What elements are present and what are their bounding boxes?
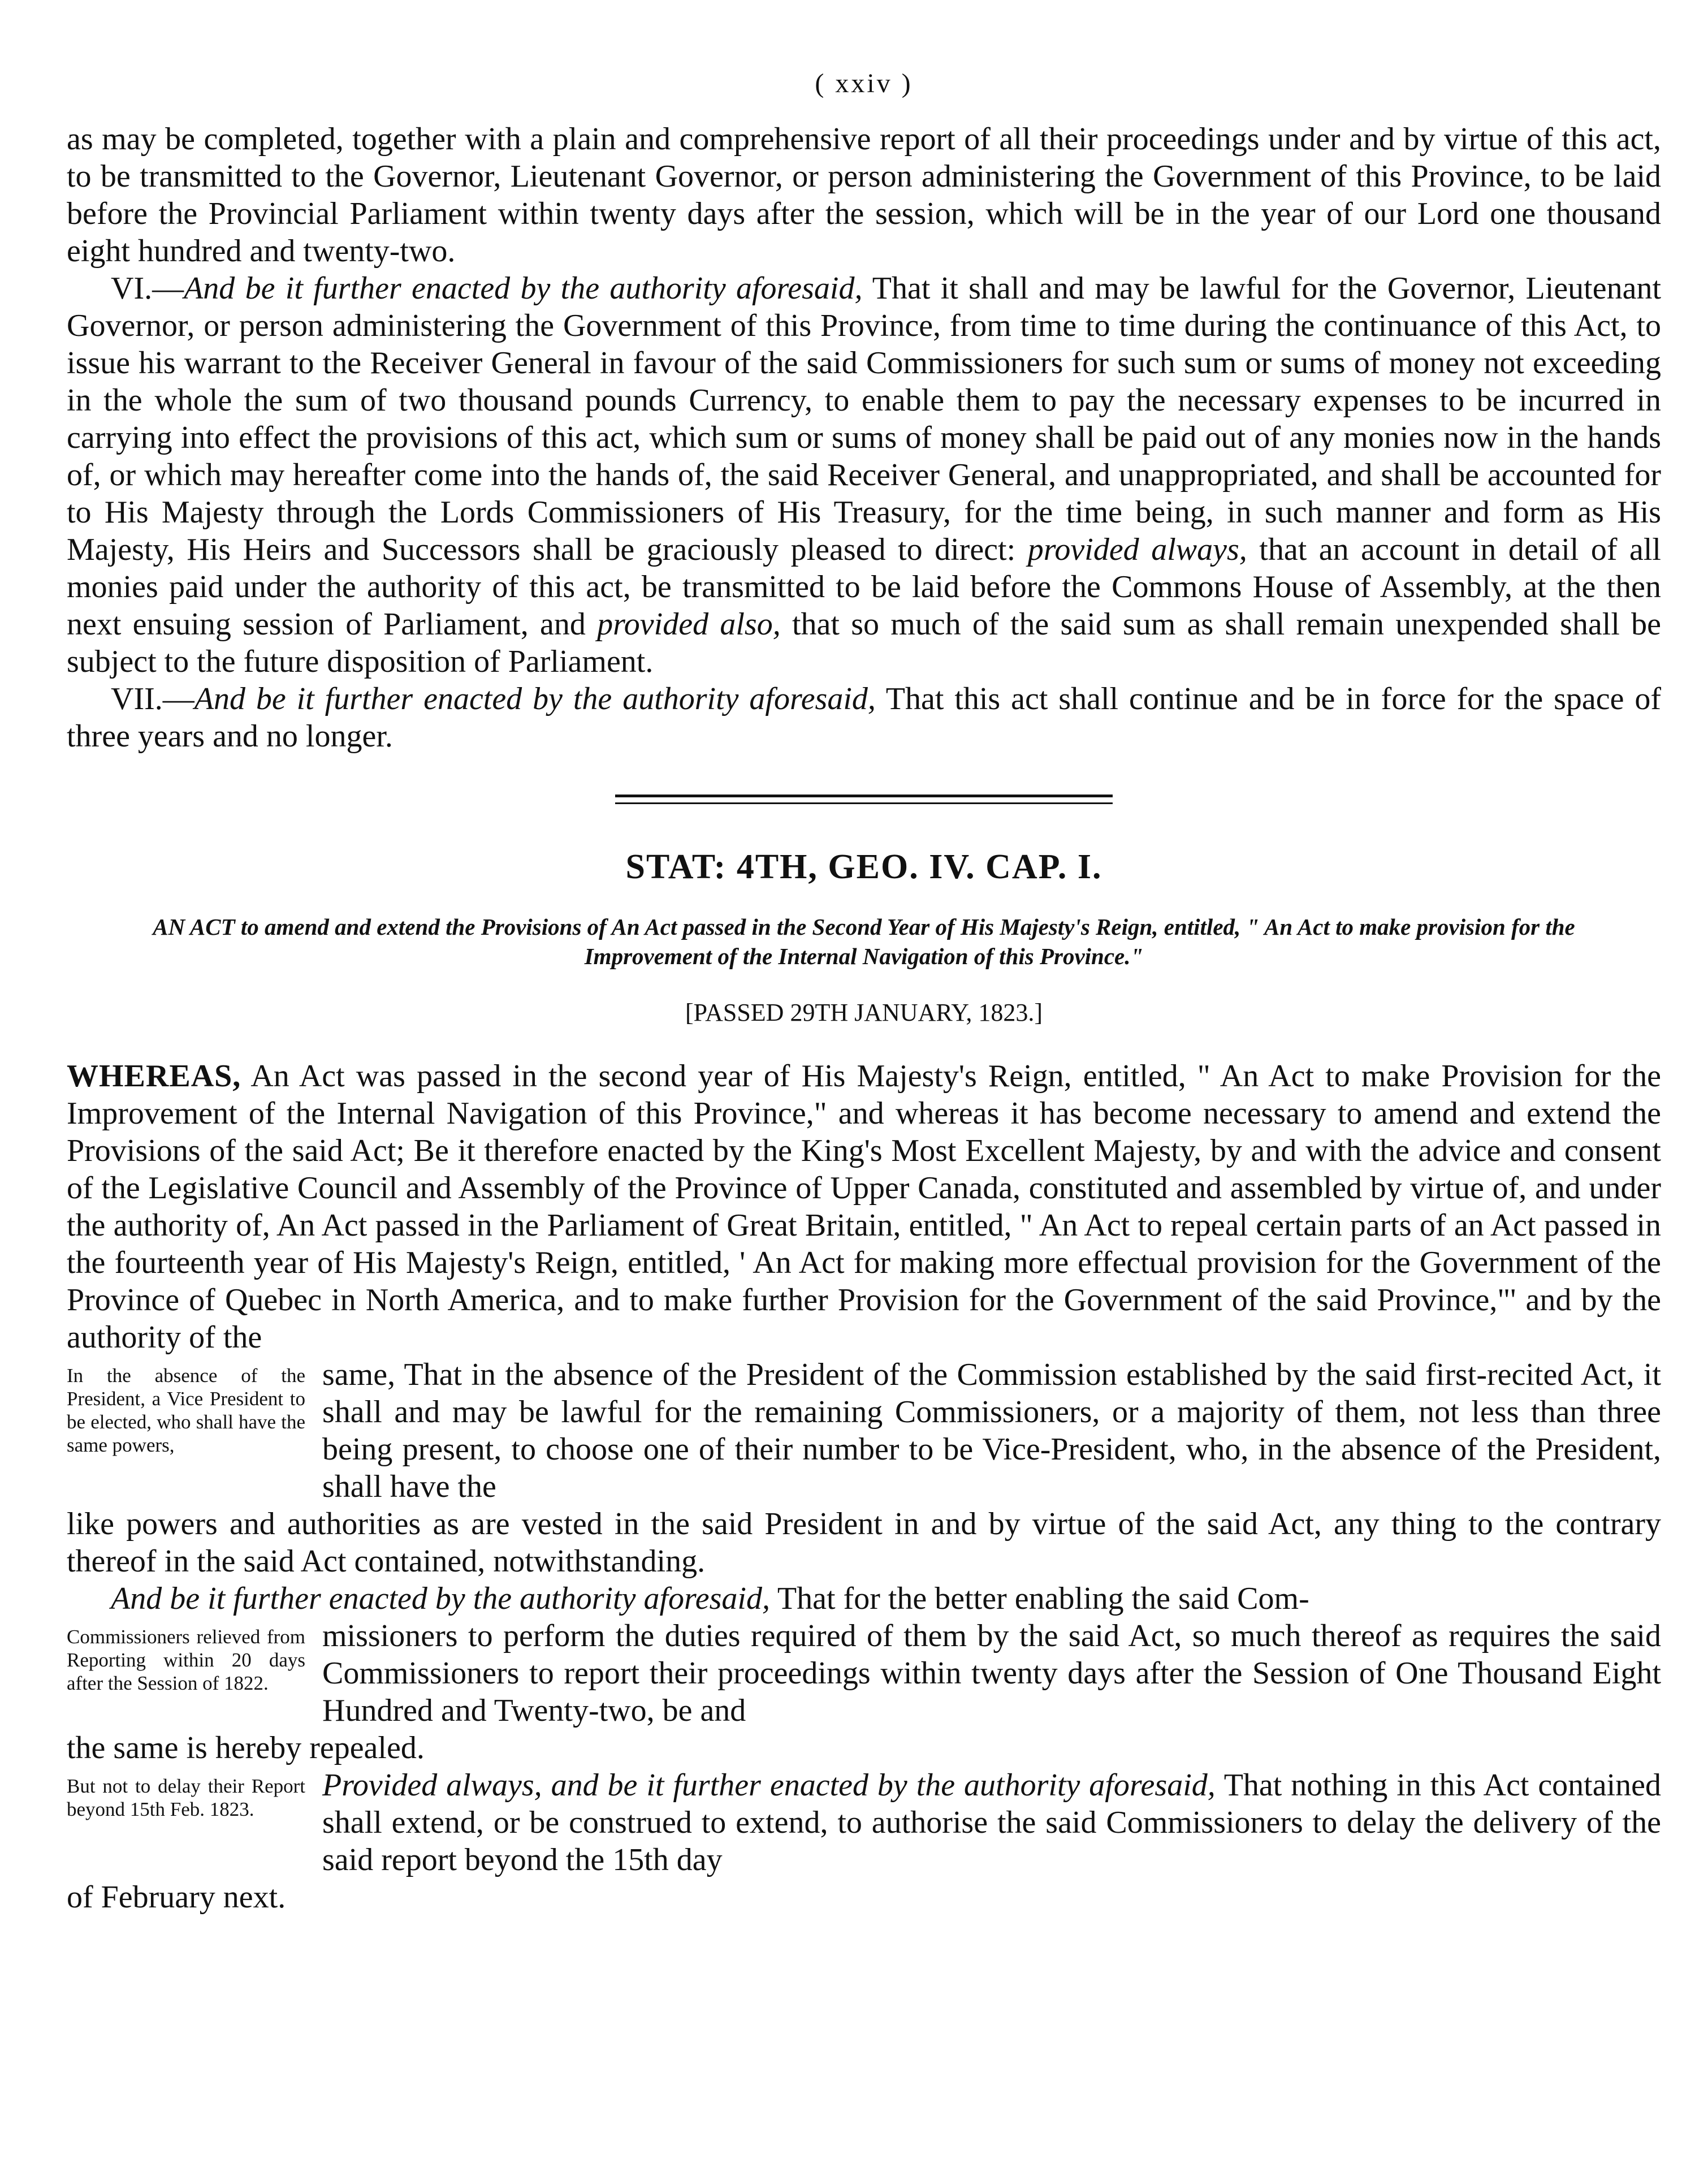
document-page (67, 68, 1661, 1916)
clause-vice-president (67, 1356, 1661, 1580)
rule-thick (615, 795, 1113, 797)
act-title: AN ACT to amend and extend the Provisions of An Act passed in the Second Year of His Majesty's Reign, entitled, " An Act to make provision for the Improvement of the Internal Navigation of this Province." (153, 914, 1575, 969)
section-vi-text-1: That it shall and may be lawful for the Governor, Lieutenant Governor, or person administering the Government of this Province, from time to time during the continuance of this Act, to issue his warrant to the Receiver General in favour of the said Commissioners for such sum or sums of money not exceeding in the whole the sum of two thousand pounds Currency, to enable them to pay the necessary expenses to be incurred in carrying into effect the provisions of this act, which sum or sums of money shall be paid out of any monies now in the hands of, or which may hereafter come into the hands of, the said Receiver General, and unappropriated, and shall be accounted for to His Majesty through the Lords Commissioners of His Treasury, for the time being, in such manner and form as His Majesty, His Heirs and Successors shall be graciously pleased to direct: (67, 271, 1661, 567)
clause-reporting-continuation: the same is hereby repealed. (67, 1730, 425, 1765)
page-header: ( xxiv ) (815, 68, 913, 98)
continuation-paragraph: as may be completed, together with a plain and comprehensive report of all their proceedings under and by virtue of this act, to be transmitted to the Governor, Lieutenant Governor, or person administering the Government of this Province, to be laid before the Provincial Parliament within twenty days after the session, which will be in the year of our Lord one thousand eight hundred and twenty-two. (67, 122, 1661, 269)
statute-title: STAT: 4TH, GEO. IV. CAP. I. (625, 848, 1102, 886)
double-rule-divider (615, 795, 1113, 804)
clause-reporting-lead-text: That for the better enabling the said Com- (769, 1581, 1309, 1616)
clause-proviso-enacting: Provided always, and be it further enacted by the authority aforesaid, (322, 1768, 1216, 1803)
clause-proviso-text (322, 1767, 1661, 1879)
section-vi-number: VI.— (111, 271, 184, 306)
clause-vice-president-continuation: like powers and authorities as are vested in the said President in and by virtue of the said Act, any thing to the contrary thereof in the said Act contained, notwithstanding. (67, 1506, 1661, 1579)
passed-date: [PASSED 29TH JANUARY, 1823.] (685, 999, 1043, 1026)
clause-vice-president-text: same, That in the absence of the President of the Commission established by the said first-recited Act, it shall and may be lawful for the remaining Commissioners, or a majority of them, not less than three being present, to choose one of their number to be Vice-President, who, in the absence of the President, shall have the (322, 1357, 1661, 1504)
preamble (67, 1057, 1661, 1356)
section-vii (67, 680, 1661, 755)
section-vi-enacting-clause: And be it further enacted by the authority aforesaid, (184, 271, 863, 306)
clause-proviso-continuation: of February next. (67, 1880, 286, 1915)
preamble-first-word: WHEREAS, (67, 1059, 241, 1094)
section-vi-proviso-1: provided always, (1027, 532, 1247, 567)
section-vi (67, 270, 1661, 680)
rule-thin (615, 802, 1113, 804)
section-vi-text-2: that an account in detail of all monies paid under the authority of this act, be transmitted to be laid before the Commons House of Assembly, at the then next ensuing session of Parliament, and (67, 532, 1661, 642)
section-vi-text-3: that so much of the said sum as shall remain unexpended shall be subject to the future disposition of Parliament. (67, 607, 1661, 679)
section-vii-number: VII.— (111, 681, 194, 716)
clause-reporting-enacting-clause: And be it further enacted by the authority aforesaid, (111, 1581, 770, 1616)
clause-reporting-lead (67, 1580, 1661, 1617)
clause-proviso (67, 1767, 1661, 1916)
marginal-note-reporting: Commissioners relieved from Reporting within 20 days after the Session of 1822. (67, 1626, 305, 1694)
section-vi-proviso-2: provided also, (597, 607, 781, 642)
clause-proviso-body: That nothing in this Act contained shall extend, or be construed to extend, to authorise the said Commissioners to delay the delivery of the said report beyond the 15th day (322, 1768, 1661, 1877)
clause-reporting (67, 1580, 1661, 1767)
section-vii-enacting-clause: And be it further enacted by the authority aforesaid, (194, 681, 876, 716)
clause-reporting-text: missioners to perform the duties required of them by the said Act, so much thereof as requires the said Commissioners to report their proceedings within twenty days after the Session of One Thousand Eight Hundred and Twenty-two, be and (322, 1618, 1661, 1728)
preamble-text: An Act was passed in the second year of His Majesty's Reign, entitled, " An Act to make Provision for the Improvement of the Internal Navigation of this Province," and whereas it has become necessary to amend and extend the Provisions of the said Act; Be it therefore enacted by the King's Most Excellent Majesty, by and with the advice and consent of the Legislative Council and Assembly of the Province of Upper Canada, constituted and assembled by virtue of, and under the authority of, An Act passed in the Parliament of Great Britain, entitled, " An Act to repeal certain parts of an Act passed in the fourteenth year of His Majesty's Reign, entitled, ' An Act for making more effectual provision for the Government of the Province of Quebec in North America, and to make further Provision for the Government of the said Province,"' and by the authority of the (67, 1059, 1661, 1355)
marginal-note-vice-president: In the absence of the President, a Vice President to be elected, who shall have the same powers, (67, 1365, 305, 1456)
section-vii-text: That this act shall continue and be in force for the space of three years and no longer. (67, 681, 1661, 754)
marginal-note-proviso: But not to delay their Report beyond 15th Feb. 1823. (67, 1775, 305, 1820)
